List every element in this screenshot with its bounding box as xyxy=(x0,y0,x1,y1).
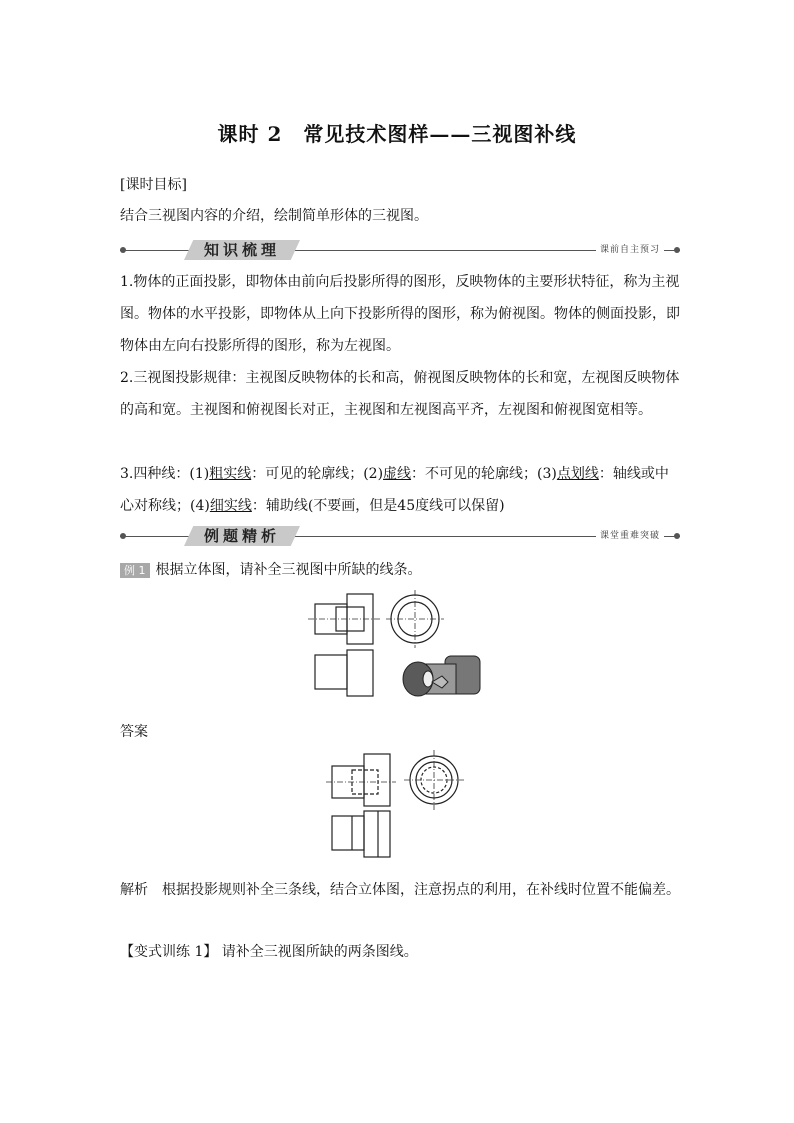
question-figure xyxy=(300,588,500,708)
section-tag: 课堂重难突破 xyxy=(596,529,664,543)
answer-figure xyxy=(322,748,472,868)
example-text: 根据立体图，请补全三视图中所缺的线条。 xyxy=(155,562,422,578)
knowledge-paragraph-1: 1.物体的正面投影，即物体由前向后投影所得的图形，反映物体的主要形状特征，称为主视图。物体的水平投影，即物体从上向下投影所得的图形，称为俯视图。物体的侧面投影，即物体由左向右投影所得的图形，称为左视图。 xyxy=(120,274,680,354)
knowledge-paragraph-2: 2.三视图投影规律：主视图反映物体的长和高，俯视图反映物体的长和宽，左视图反映物体的高和宽。主视图和俯视图长对正，主视图和左视图高平齐，左视图和俯视图宽相等。 xyxy=(120,370,680,418)
p3-answer-thick-solid: 粗实线 xyxy=(209,466,252,482)
knowledge-paragraph-3 xyxy=(120,458,680,522)
objective-label: [课时目标] xyxy=(120,177,187,193)
objective-text: 结合三视图内容的介绍，绘制简单形体的三视图。 xyxy=(120,208,428,224)
p3-text-b: ：可见的轮廓线；(2) xyxy=(251,466,384,482)
p3-answer-dashed: 虚线 xyxy=(383,466,412,482)
section-tag: 课前自主预习 xyxy=(596,243,664,257)
answer-label: 答案 xyxy=(120,724,148,740)
p3-text-a: 3.四种线：(1) xyxy=(120,466,210,482)
section-dot xyxy=(674,533,680,539)
page-title: 课时 2 常见技术图样——三视图补线 xyxy=(217,122,577,146)
section-knowledge-header xyxy=(120,240,680,262)
section-dot xyxy=(120,533,126,539)
p3-text-c: ：不可见的轮廓线；(3) xyxy=(411,466,557,482)
side-view-inner-circle xyxy=(398,602,432,636)
example-badge: 例 1 xyxy=(120,563,150,578)
analysis-text: 解析 根据投影规则补全三条线，结合立体图，注意拐点的利用，在补线时位置不能偏差。 xyxy=(120,882,680,898)
p3-answer-dash-dot: 点划线 xyxy=(556,466,599,482)
section-banner-text: 知识梳理 xyxy=(203,241,280,259)
section-example-header xyxy=(120,526,680,548)
isometric-view xyxy=(403,656,480,696)
p3-text-d: ：轴线或中心对称线；(4) xyxy=(120,466,669,514)
top-view-body xyxy=(315,655,347,689)
section-dot xyxy=(120,247,126,253)
section-banner-text: 例题精析 xyxy=(203,527,280,545)
section-dot xyxy=(674,247,680,253)
variant-exercise: 【变式训练 1】 请补全三视图所缺的两条图线。 xyxy=(120,944,418,960)
p3-text-e: ：辅助线(不要画，但是45度线可以保留) xyxy=(251,498,505,514)
top-view-flange xyxy=(347,650,373,696)
p3-answer-thin-solid: 细实线 xyxy=(209,498,252,514)
example-question xyxy=(120,560,422,580)
